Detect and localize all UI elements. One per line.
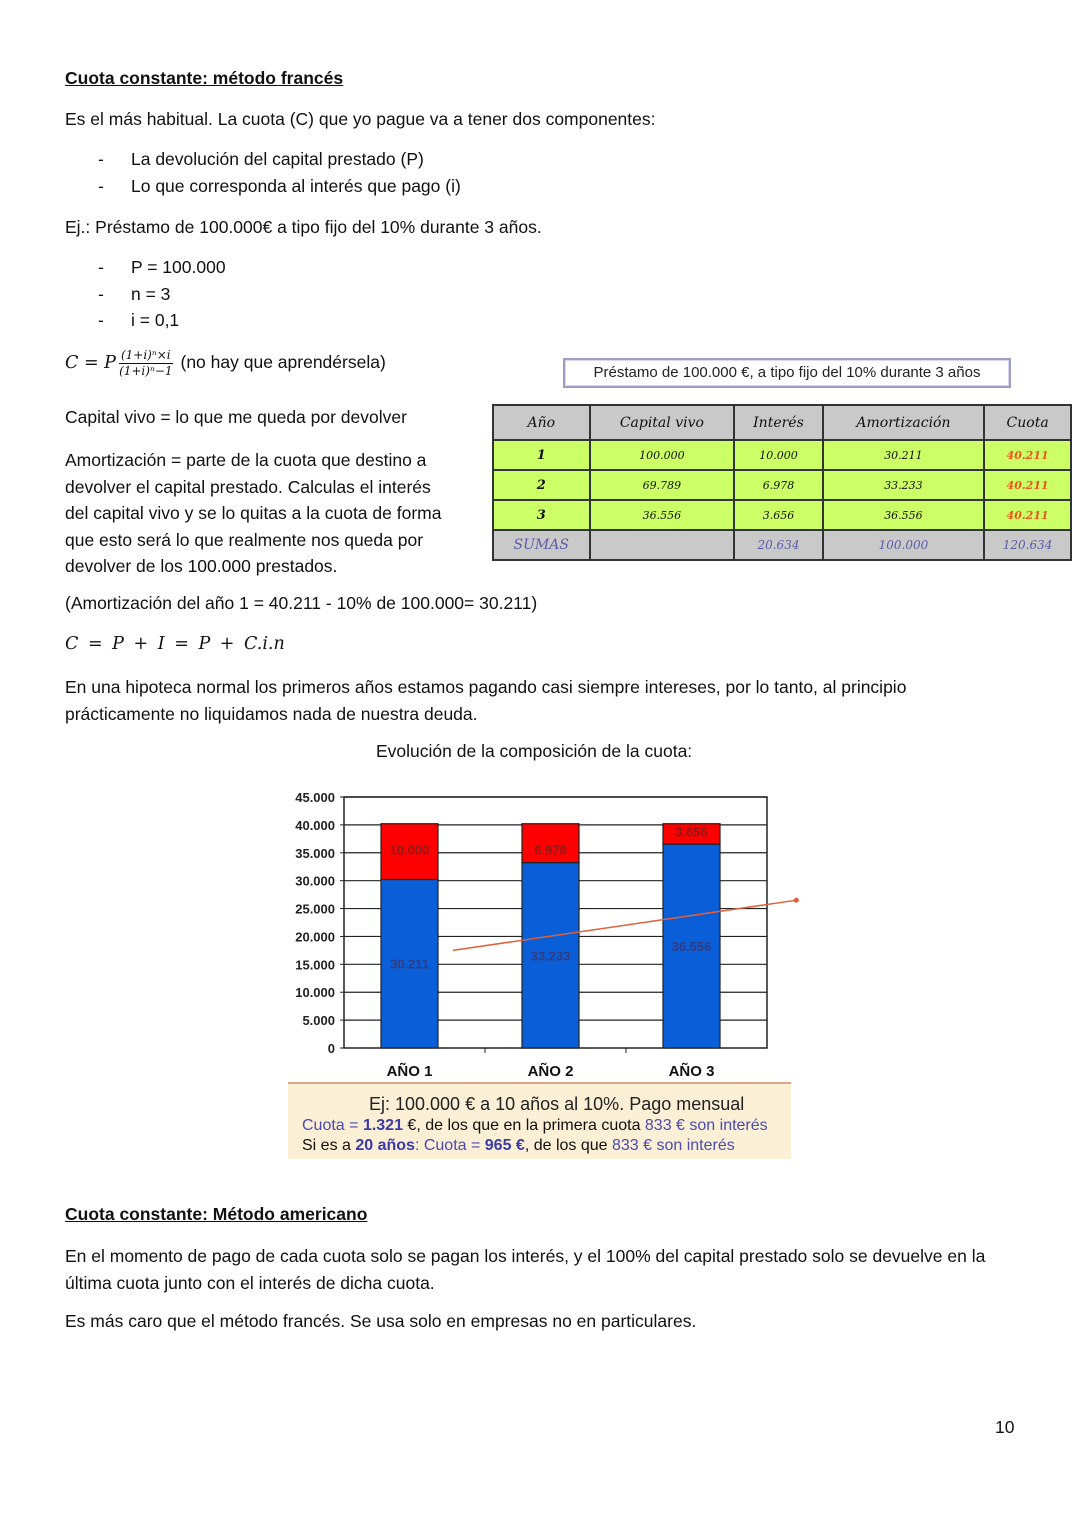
loan-table-title: Préstamo de 100.000 €, a tipo fijo del 10% durante 3 años xyxy=(563,358,1011,388)
y-tick-label: 40.000 xyxy=(295,817,335,833)
page-number: 10 xyxy=(995,1417,1015,1437)
amortizacion-text: Amortización = parte de la cuota que destino a devolver el capital prestado. Calculas el interés del capital vivo y se lo quitas a la cuota de forma que esto será lo que realmente nos queda por devolver de los 100.000 prestados. xyxy=(65,450,442,576)
y-tick-label: 5.000 xyxy=(302,1013,335,1029)
y-tick-label: 35.000 xyxy=(295,845,335,861)
caption-line-3: Si es a 20 años: Cuota = 965 €, de los que 833 € son interés xyxy=(302,1137,735,1154)
intro-text: Es el más habitual. La cuota (C) que yo pague va a tener dos componentes: xyxy=(65,109,656,129)
bar-value-label: 33.233 xyxy=(530,948,571,964)
y-tick-label: 15.000 xyxy=(295,957,335,973)
x-category-label: AÑO 3 xyxy=(668,1063,715,1080)
chart-caption xyxy=(288,1082,791,1159)
amortization-example: (Amortización del año 1 = 40.211 - 10% de 100.000= 30.211) xyxy=(65,593,538,613)
header-ano: Año xyxy=(493,405,590,440)
header-capital-vivo: Capital vivo xyxy=(590,405,735,440)
y-tick-label: 10.000 xyxy=(295,985,335,1001)
section-heading-metodo-frances: Cuota constante: método francés xyxy=(65,68,344,88)
chart-title: Evolución de la composición de la cuota: xyxy=(376,741,693,761)
bar-value-label: 30.211 xyxy=(389,956,430,972)
bar-value-label: 3.656 xyxy=(675,824,708,840)
y-tick-label: 0 xyxy=(327,1041,335,1056)
americano-note: Es más caro que el método francés. Se usa solo en empresas no en particulares. xyxy=(65,1311,697,1331)
example-text: Ej.: Préstamo de 100.000€ a tipo fijo del 10% durante 3 años. xyxy=(65,217,542,237)
y-tick-label: 20.000 xyxy=(295,929,335,945)
header-cuota: Cuota xyxy=(984,405,1071,440)
table-row: 1 100.000 10.000 30.211 40.211 xyxy=(493,440,1071,470)
bar-value-label: 6.978 xyxy=(534,842,567,858)
capital-vivo-text: Capital vivo = lo que me queda por devolver xyxy=(65,407,407,427)
y-tick-label: 45.000 xyxy=(295,790,335,805)
formula-2: C = P + I = P + C.i.n xyxy=(65,634,285,654)
x-category-label: AÑO 1 xyxy=(386,1063,433,1080)
caption-line-2: Cuota = 1.321 €, de los que en la primera cuota 833 € son interés xyxy=(302,1117,768,1134)
x-category-label: AÑO 2 xyxy=(527,1063,574,1080)
table-row: 3 36.556 3.656 36.556 40.211 xyxy=(493,500,1071,530)
americano-text: En el momento de pago de cada cuota solo se pagan los interés, y el 100% del capital prestado solo se devuelve en la última cuota junto con el interés de dicha cuota. xyxy=(65,1246,986,1293)
trend-arrow-head xyxy=(794,898,799,903)
y-tick-label: 30.000 xyxy=(295,873,335,889)
table-totals-row: SUMAS 20.634 100.000 120.634 xyxy=(493,530,1071,560)
trend-arrow xyxy=(453,900,796,950)
bar-value-label: 10.000 xyxy=(389,842,430,858)
hipoteca-text: En una hipoteca normal los primeros años estamos pagando casi siempre intereses, por lo tanto, al principio prácticamente no liquidamos nada de nuestra deuda. xyxy=(65,677,907,724)
header-interes: Interés xyxy=(734,405,822,440)
y-tick-label: 25.000 xyxy=(295,901,335,917)
formula: C = P $\frac{\text{(1+i)ⁿ×i}}{\text{(1+i)ⁿ−1}}$ (no hay que aprendérsela) xyxy=(65,348,386,378)
caption-line-1: Ej: 100.000 € a 10 años al 10%. Pago mensual xyxy=(369,1094,745,1114)
header-amortizacion: Amortización xyxy=(823,405,985,440)
table-row: 2 69.789 6.978 33.233 40.211 xyxy=(493,470,1071,500)
section-heading-metodo-americano: Cuota constante: Método americano xyxy=(65,1204,368,1224)
bar-value-label: 36.556 xyxy=(671,939,712,955)
